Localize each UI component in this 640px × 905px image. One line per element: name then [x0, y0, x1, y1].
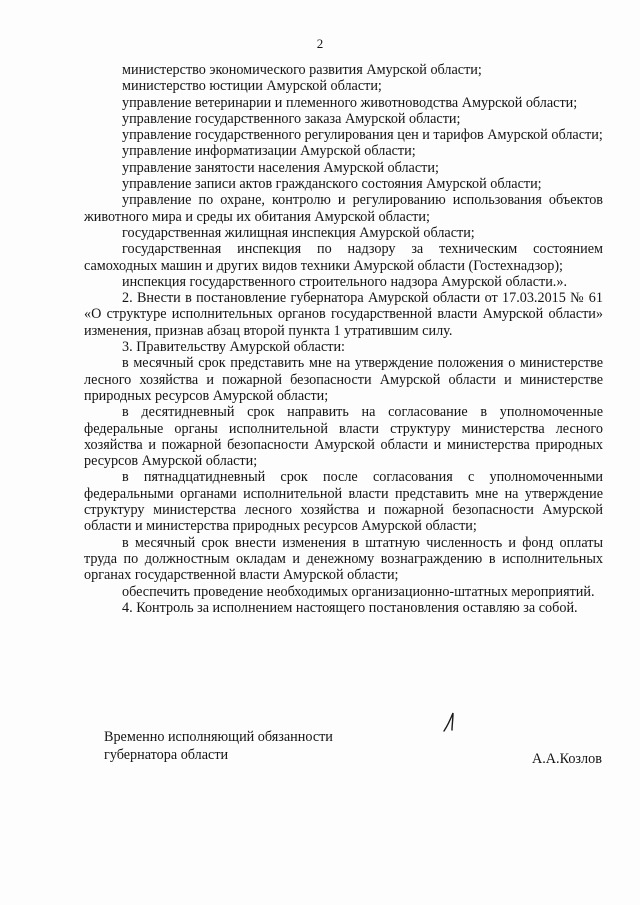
paragraph: 2. Внести в постановление губернатора Амурской области от 17.03.2015 № 61 «О структуре исполнительных органов государственной власти Амурской области» изменения, признав абзац второй пункта 1 утратившим силу. — [84, 290, 603, 339]
paragraph: инспекция государственного строительного надзора Амурской области.». — [122, 273, 567, 290]
paragraph: управление занятости населения Амурской области; — [122, 159, 439, 176]
paragraph: управление по охране, контролю и регулированию использования объектов животного мира и среды их обитания Амурской области; — [84, 192, 603, 225]
handwritten-signature-mark — [440, 711, 464, 733]
paragraph: в месячный срок представить мне на утверждение положения о министерстве лесного хозяйства и пожарной безопасности Амурской области и министерстве природных ресурсов Амурской области; — [84, 355, 603, 404]
signatory-position-line: губернатора области — [104, 746, 229, 763]
paragraph: управление информатизации Амурской области; — [122, 143, 416, 160]
paragraph: управление государственного заказа Амурской области; — [122, 110, 461, 127]
document-body — [84, 62, 603, 616]
paragraph: 4. Контроль за исполнением настоящего постановления оставляю за собой. — [122, 599, 578, 616]
signatory-name: А.А.Козлов — [532, 751, 602, 767]
paragraph: управление ветеринарии и племенного животноводства Амурской области; — [122, 94, 578, 111]
paragraph: в десятидневный срок направить на согласование в уполномоченные федеральные органы исполнительной власти структуру министерства лесного хозяйства и пожарной безопасности Амурской области и министерства природных ресурсов Амурской области; — [84, 404, 603, 470]
paragraph: управление государственного регулирования цен и тарифов Амурской области; — [122, 127, 603, 144]
paragraph: 3. Правительству Амурской области: — [122, 339, 345, 356]
paragraph: государственная инспекция по надзору за техническим состоянием самоходных машин и других видов техники Амурской области (Гостехнадзор); — [84, 241, 603, 274]
paragraph: в месячный срок внести изменения в штатную численность и фонд оплаты труда по должностным окладам и денежному вознаграждению в исполнительных органах государственной власти Амурской области; — [84, 534, 603, 584]
paragraph: министерство юстиции Амурской области; — [122, 78, 382, 95]
signatory-position — [104, 729, 333, 764]
paragraph: управление записи актов гражданского состояния Амурской области; — [122, 176, 542, 193]
page-number: 2 — [316, 36, 324, 51]
paragraph: государственная жилищная инспекция Амурской области; — [122, 224, 475, 241]
signatory-position-line: Временно исполняющий обязанности — [104, 729, 333, 745]
paragraph: обеспечить проведение необходимых организационно-штатных мероприятий. — [122, 583, 595, 600]
paragraph: в пятнадцатидневный срок после согласования с уполномоченными федеральными органами исполнительной власти представить мне на утверждение структуру министерства лесного хозяйства и пожарной безопасности Амурской области и министерства природных ресурсов Амурской области; — [84, 469, 603, 535]
paragraph: министерство экономического развития Амурской области; — [122, 62, 482, 78]
